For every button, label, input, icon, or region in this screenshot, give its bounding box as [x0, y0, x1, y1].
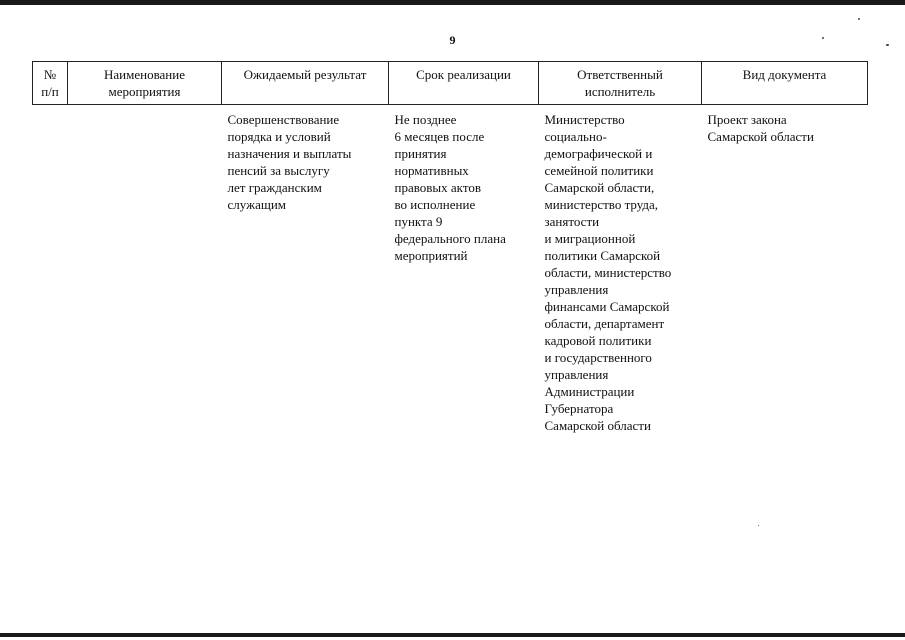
- cell-term: Не позднее 6 месяцев после принятия нормативных правовых актов во исполнение пункта 9 федерального плана мероприятий: [394, 112, 506, 263]
- page-number: 9: [449, 33, 456, 47]
- header-responsible: Ответственный исполнитель: [539, 62, 702, 105]
- header-name: Наименование мероприятия: [68, 62, 222, 105]
- cell-name: [68, 105, 222, 435]
- cell-result: Совершенствование порядка и условий назначения и выплаты пенсий за выслугу лет гражданским служащим: [227, 112, 352, 212]
- header-result: Ожидаемый результат: [222, 62, 389, 105]
- header-num: № п/п: [33, 62, 68, 105]
- scan-speck: [886, 44, 889, 46]
- cell-doc-type: Проект закона Самарской области: [707, 112, 814, 144]
- scan-speck: [758, 525, 759, 526]
- measures-table: [32, 61, 868, 434]
- header-term: Срок реализации: [389, 62, 539, 105]
- scan-speck: [822, 37, 824, 39]
- table-row: [33, 105, 868, 435]
- scan-speck: [858, 18, 860, 20]
- header-doc-type: Вид документа: [702, 62, 868, 105]
- cell-responsible: Министерство социально- демографической и семейной политики Самарской области, министерство труда, занятости и миграционной политики Самарской области, министерство управления финансами Самарской области, департамент кадровой политики и государственного управления Администрации Губернатора Самарской области: [544, 112, 672, 433]
- cell-num: [33, 105, 68, 435]
- scan-bottom-edge: [0, 633, 905, 637]
- scan-top-edge: [0, 0, 905, 5]
- table-header-row: [33, 62, 868, 105]
